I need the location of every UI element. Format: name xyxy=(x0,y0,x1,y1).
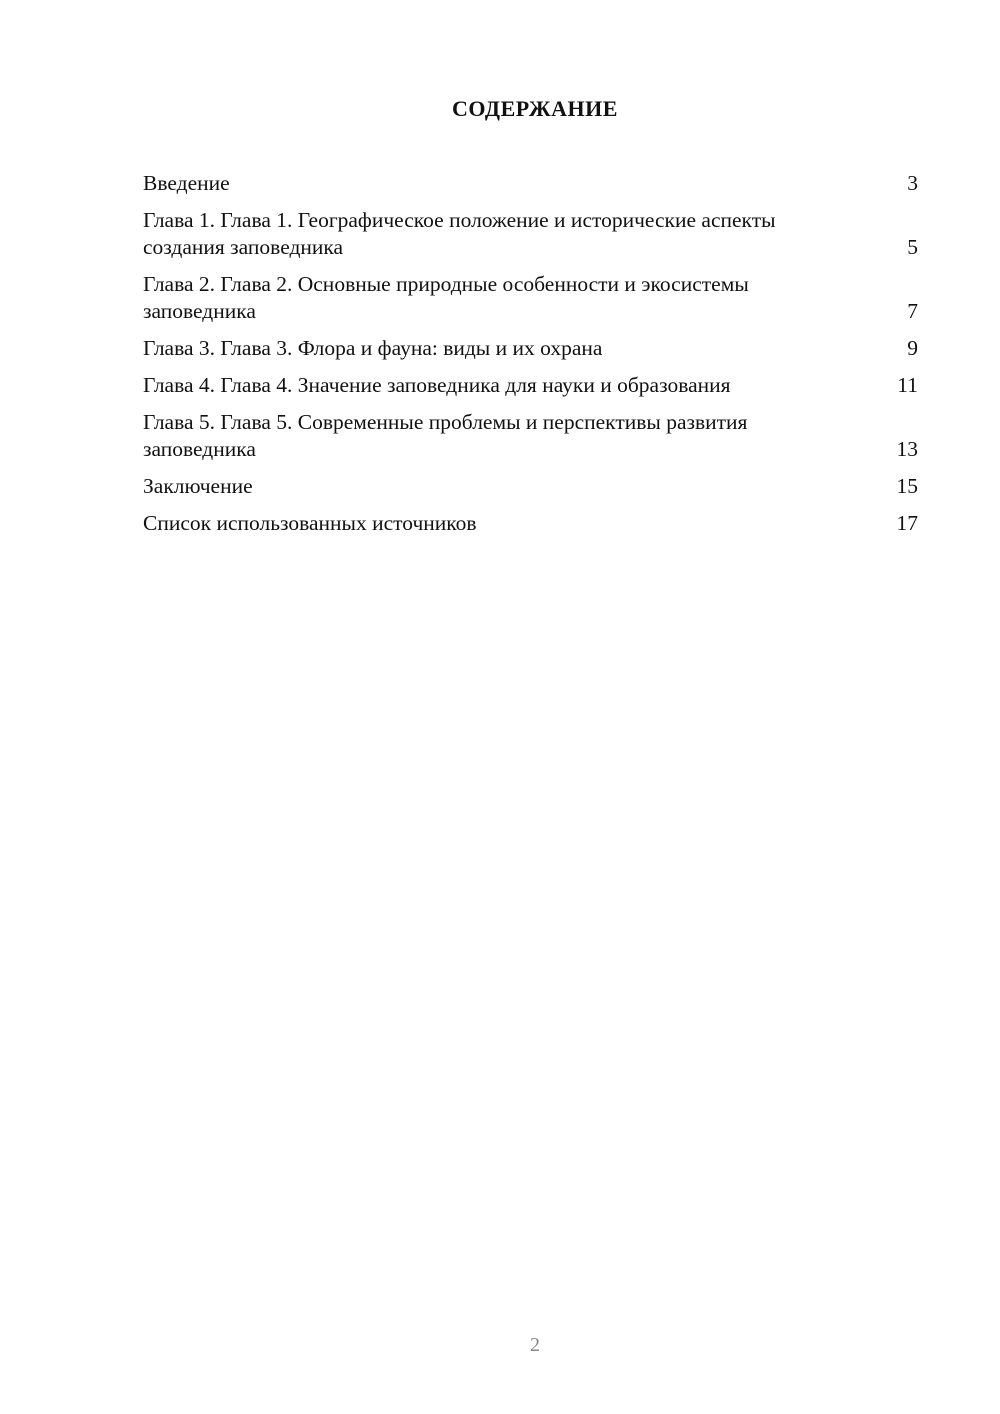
toc-entry-introduction xyxy=(143,170,918,197)
toc-entry-text: Глава 3. Глава 3. Флора и фауна: виды и их охрана xyxy=(143,336,603,360)
toc-entry-page: 15 xyxy=(896,474,918,498)
toc-entry-text: Глава 1. Глава 1. Географическое положение и исторические аспекты создания заповедника xyxy=(143,208,776,259)
toc-entry-text: Глава 4. Глава 4. Значение заповедника для науки и образования xyxy=(143,373,731,397)
toc-entry-page: 9 xyxy=(907,336,918,360)
toc-entry-text: Глава 5. Глава 5. Современные проблемы и перспективы развития заповедника xyxy=(143,410,748,461)
toc-entry-page: 5 xyxy=(907,235,918,259)
toc-entry-chapter-4 xyxy=(143,372,918,399)
toc-entry-conclusion xyxy=(143,473,918,500)
toc-entry-chapter-2 xyxy=(143,271,918,325)
toc-entry-text: Введение xyxy=(143,171,230,195)
toc-entry-references xyxy=(143,510,918,537)
toc-entry-page: 7 xyxy=(907,299,918,323)
page-number: 2 xyxy=(530,1334,540,1356)
table-of-contents xyxy=(143,170,918,547)
toc-entry-chapter-3 xyxy=(143,335,918,362)
toc-entry-text: Глава 2. Глава 2. Основные природные особенности и экосистемы заповедника xyxy=(143,272,749,323)
toc-entry-page: 3 xyxy=(907,171,918,195)
toc-entry-chapter-5 xyxy=(143,409,918,463)
toc-entry-page: 11 xyxy=(897,373,918,397)
toc-entry-text: Заключение xyxy=(143,474,253,498)
toc-title: СОДЕРЖАНИЕ xyxy=(452,96,618,121)
toc-entry-page: 17 xyxy=(896,511,918,535)
toc-entry-text: Список использованных источников xyxy=(143,511,477,535)
toc-entry-chapter-1 xyxy=(143,207,918,261)
toc-entry-page: 13 xyxy=(896,437,918,461)
